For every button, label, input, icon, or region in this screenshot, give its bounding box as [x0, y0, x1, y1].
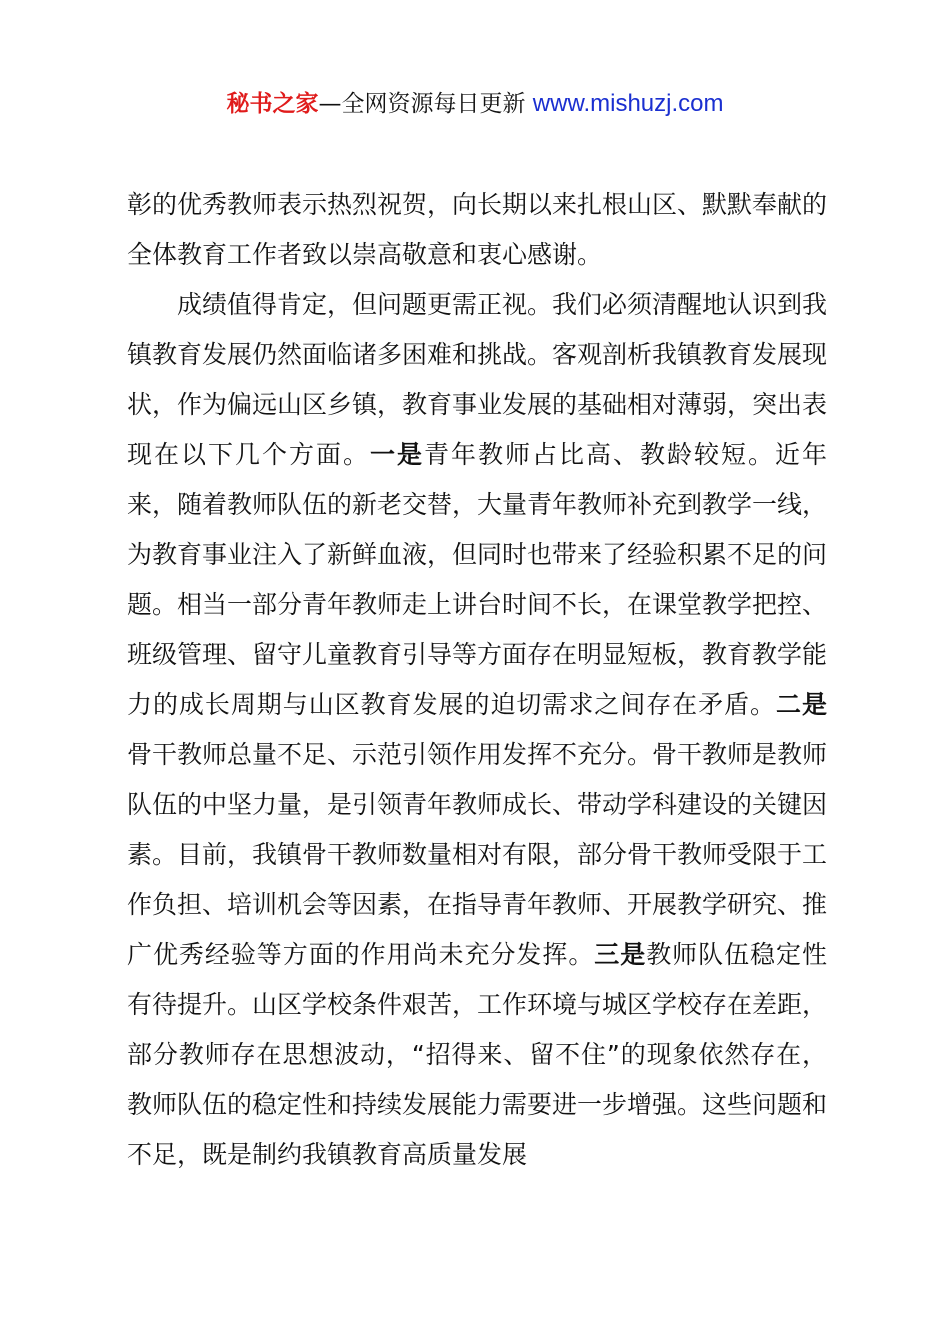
- paragraph-text: 教师队伍稳定性有待提升。山区学校条件艰苦，工作环境与城区学校存在差距，部分教师存在思想波动，“招得来、留不住”的现象依然存在，教师队伍的稳定性和持续发展能力需要进一步增强。这些问题和不足，既是制约我镇教育高质量发展: [127, 940, 828, 1169]
- paragraph-text: 成绩值得肯定，但问题更需正视。我们必须清醒地认识到我镇教育发展仍然面临诸多困难和挑战。客观剖析我镇教育发展现状，作为偏远山区乡镇，教育事业发展的基础相对薄弱，突出表现在以下几个方面。: [127, 290, 828, 469]
- paragraph-1: [127, 180, 827, 280]
- paragraph-text: 骨干教师总量不足、示范引领作用发挥不充分。骨干教师是教师队伍的中坚力量，是引领青年教师成长、带动学科建设的关键因素。目前，我镇骨干教师数量相对有限，部分骨干教师受限于工作负担、培训机会等因素，在指导青年教师、开展教学研究、推广优秀经验等方面的作用尚未充分发挥。: [127, 740, 828, 969]
- header-brand: 秘书之家: [226, 91, 319, 117]
- paragraph-text: 彰的优秀教师表示热烈祝贺，向长期以来扎根山区、默默奉献的全体教育工作者致以崇高敬意和衷心感谢。: [127, 190, 828, 269]
- point-marker-2: 二是: [776, 690, 827, 719]
- paragraph-2: [127, 280, 827, 1180]
- point-marker-1: 一是: [369, 440, 424, 469]
- paragraph-text: 青年教师占比高、教龄较短。近年来，随着教师队伍的新老交替，大量青年教师补充到教学一线，为教育事业注入了新鲜血液，但同时也带来了经验积累不足的问题。相当一部分青年教师走上讲台时间不长，在课堂教学把控、班级管理、留守儿童教育引导等方面存在明显短板，教育教学能力的成长周期与山区教育发展的迫切需求之间存在矛盾。: [127, 440, 828, 719]
- header-url-link[interactable]: www.mishuzj.com: [532, 90, 724, 117]
- header-tagline: —全网资源每日更新: [318, 91, 526, 117]
- point-marker-3: 三是: [594, 940, 647, 969]
- document-body: [127, 180, 827, 1180]
- page-header: [0, 88, 950, 120]
